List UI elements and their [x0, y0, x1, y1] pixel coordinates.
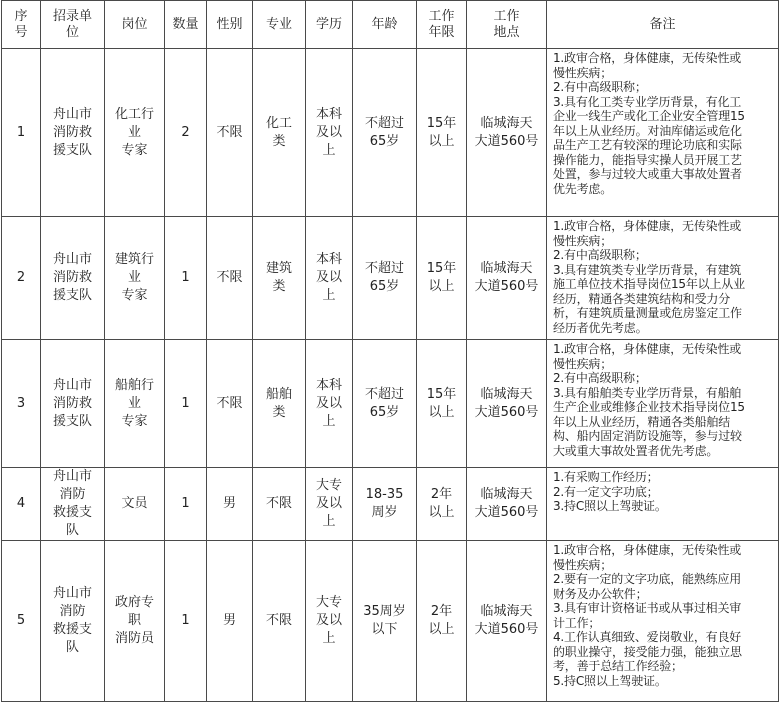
cell-text-line: 35周岁 [363, 604, 406, 619]
cell-text-line: 大道560号 [474, 279, 539, 294]
cell-text: 1 [181, 613, 190, 628]
table-row [2, 49, 779, 217]
header-no [2, 1, 41, 49]
note-line: 3.具有审计资格证书或从事过相关审 [553, 601, 742, 615]
cell-text-line: 及以 [315, 496, 342, 511]
note-line: 3.持C照以上驾驶证。 [553, 499, 667, 513]
cell-text: 1 [181, 395, 190, 411]
note-line: 计工作； [553, 615, 601, 630]
header-text: 年龄 [371, 16, 398, 32]
cell-text-line: 化工行 [114, 106, 154, 122]
note-line: 操作能力，能指导实操人员开展工艺 [553, 152, 742, 167]
note-line: 处置，参与过较大或重大事故处置者 [553, 167, 742, 181]
cell-text-line: 不超过 [364, 261, 404, 276]
cell-text-line: 消防救 [52, 395, 92, 411]
note-line: 年以上从业经历，精通各类船舶结 [553, 414, 731, 429]
note-line: 2.有中高级职称； [553, 248, 647, 262]
note-line: 1.有采购工作经历； [553, 470, 659, 484]
cell-text: 4 [16, 496, 26, 511]
cell-text: 2 [16, 270, 26, 285]
note-line: 2.有中高级职称； [553, 371, 647, 385]
cell-no [2, 541, 41, 702]
cell-edu [306, 217, 353, 340]
cell-post [105, 340, 165, 468]
header-text: 年限 [428, 24, 455, 40]
cell-text: 1 [181, 270, 190, 285]
note-line: 大或重大事故处置者优先考虑。 [553, 443, 719, 458]
cell-text-line: 救援支 [52, 622, 92, 637]
cell-years [417, 541, 467, 702]
cell-unit [41, 340, 105, 468]
cell-gender [207, 340, 253, 468]
note-line: 经历者优先考虑。 [553, 320, 648, 335]
cell-years [417, 340, 467, 468]
cell-post [105, 49, 165, 217]
cell-text-line: 不限 [265, 613, 292, 628]
header-text: 位 [65, 24, 79, 40]
cell-text-line: 舟山市 [52, 586, 92, 601]
note-line: 慢性疾病； [553, 557, 613, 572]
header-text: 招录单 [52, 8, 92, 24]
cell-notes [547, 468, 779, 541]
note-line: 1.政审合格，身体健康，无传染性或 [553, 543, 742, 557]
cell-age [353, 340, 417, 468]
cell-text-line: 18-35 [365, 487, 404, 502]
cell-text-line: 以上 [428, 505, 455, 520]
cell-edu [306, 468, 353, 541]
header-edu [306, 1, 353, 49]
cell-text-line: 不超过 [364, 386, 404, 402]
cell-text-line: 化工 [265, 115, 292, 131]
cell-text-line: 以上 [428, 404, 455, 420]
note-line: 优先考虑。 [553, 181, 613, 196]
cell-edu [306, 541, 353, 702]
cell-text-line: 消防员 [114, 631, 154, 646]
header-major [253, 1, 306, 49]
cell-notes [547, 217, 779, 340]
cell-text-line: 及以 [315, 395, 342, 411]
header-unit [41, 1, 105, 49]
cell-text-line: 船舶 [265, 386, 292, 402]
header-post [105, 1, 165, 49]
cell-major [253, 49, 306, 217]
cell-text-line: 2年 [430, 604, 453, 619]
cell-text-line: 65岁 [369, 404, 400, 420]
cell-gender [207, 541, 253, 702]
recruitment-table [1, 0, 779, 702]
header-notes [547, 1, 779, 49]
cell-location [467, 217, 547, 340]
cell-location [467, 340, 547, 468]
cell-major [253, 541, 306, 702]
cell-no [2, 468, 41, 541]
cell-text-line: 上 [322, 288, 336, 303]
cell-age [353, 49, 417, 217]
header-text: 工作 [493, 8, 520, 24]
cell-text-line: 舟山市 [52, 252, 92, 267]
cell-notes [547, 541, 779, 702]
note-line: 1.政审合格，身体健康，无传染性或 [553, 219, 742, 233]
cell-text: 男 [222, 613, 236, 628]
table-row [2, 217, 779, 340]
cell-text-line: 15年 [426, 115, 457, 131]
header-gender [207, 1, 253, 49]
cell-no [2, 217, 41, 340]
note-line: 慢性疾病； [553, 356, 613, 371]
cell-text: 3 [16, 395, 26, 411]
cell-text-line: 业 [127, 270, 141, 285]
header-text: 学历 [315, 16, 342, 32]
note-line: 企业一线生产或化工企业安全管理15 [553, 109, 745, 123]
cell-text-line: 大专 [315, 595, 342, 610]
cell-text-line: 上 [322, 631, 336, 646]
table-row [2, 468, 779, 541]
cell-text-line: 建筑行 [114, 252, 154, 267]
cell-text-line: 本科 [315, 106, 342, 122]
cell-text: 2 [181, 124, 190, 140]
header-text: 工作 [428, 8, 455, 24]
cell-text-line: 队 [65, 640, 79, 655]
header-text: 号 [14, 24, 28, 40]
cell-no [2, 49, 41, 217]
cell-gender [207, 217, 253, 340]
cell-location [467, 541, 547, 702]
cell-qty [165, 49, 207, 217]
cell-notes [547, 49, 779, 217]
cell-text-line: 周岁 [371, 505, 398, 520]
note-line: 3.具有船舶类专业学历背景，有船舶 [553, 385, 742, 400]
cell-text-line: 业 [127, 395, 141, 411]
cell-text-line: 大道560号 [474, 622, 539, 637]
cell-text-line: 专家 [121, 288, 148, 303]
cell-text-line: 类 [272, 279, 286, 294]
header-row [2, 1, 779, 49]
cell-text-line: 及以 [315, 613, 342, 628]
header-qty [165, 1, 207, 49]
cell-text-line: 舟山市 [52, 377, 92, 393]
note-line: 慢性疾病； [553, 65, 613, 80]
table-body [2, 49, 779, 702]
cell-text-line: 2年 [430, 487, 453, 502]
header-location [467, 1, 547, 49]
cell-years [417, 217, 467, 340]
note-line: 慢性疾病； [553, 233, 613, 248]
cell-notes [547, 340, 779, 468]
cell-qty [165, 468, 207, 541]
cell-text-line: 援支队 [52, 142, 92, 158]
cell-text-line: 大道560号 [474, 404, 539, 420]
header-age [353, 1, 417, 49]
cell-text-line: 本科 [315, 252, 342, 267]
header-text: 地点 [493, 24, 520, 40]
cell-text-line: 大专 [315, 478, 342, 493]
cell-text-line: 消防 [59, 487, 86, 502]
cell-text-line: 政府专 [114, 595, 154, 610]
cell-text-line: 本科 [315, 377, 342, 393]
cell-text-line: 上 [322, 413, 336, 429]
note-line: 3.具有建筑类专业学历背景，有建筑 [553, 262, 742, 277]
cell-text-line: 建筑 [265, 261, 292, 276]
header-text: 数量 [172, 16, 199, 32]
note-line: 构、船内固定消防设施等，参与过较 [553, 429, 742, 443]
cell-post [105, 541, 165, 702]
cell-text-line: 以上 [428, 622, 455, 637]
cell-text-line: 专家 [121, 142, 148, 158]
note-line: 2.有中高级职称； [553, 80, 647, 94]
cell-text-line: 不超过 [364, 115, 404, 131]
cell-text: 1 [16, 124, 26, 140]
header-text: 备注 [649, 16, 676, 32]
cell-text-line: 15年 [426, 386, 457, 402]
cell-text-line: 专家 [121, 413, 148, 429]
cell-qty [165, 340, 207, 468]
cell-text-line: 临城海天 [480, 487, 533, 502]
cell-text: 1 [181, 496, 190, 511]
note-line: 生产企业或维修企业技术指导岗位15 [553, 400, 745, 414]
cell-text-line: 消防 [59, 604, 86, 619]
cell-edu [306, 49, 353, 217]
cell-text-line: 15年 [426, 261, 457, 276]
cell-no [2, 340, 41, 468]
note-line: 2.有一定文字功底； [553, 484, 659, 499]
cell-unit [41, 541, 105, 702]
cell-years [417, 468, 467, 541]
cell-location [467, 468, 547, 541]
cell-post [105, 468, 165, 541]
cell-gender [207, 49, 253, 217]
cell-text-line: 65岁 [369, 279, 400, 294]
cell-unit [41, 217, 105, 340]
cell-text-line: 65岁 [369, 133, 400, 149]
header-text: 性别 [216, 16, 243, 32]
cell-text: 不限 [216, 124, 243, 140]
cell-qty [165, 217, 207, 340]
cell-gender [207, 468, 253, 541]
note-line: 的职业操守，接受能力强，能独立思 [553, 644, 742, 659]
cell-text-line: 职 [127, 613, 141, 628]
note-line: 经历，精通各类建筑结构和受力分 [553, 291, 731, 306]
note-line: 2.要有一定的文字功底，能熟练应用 [553, 572, 742, 586]
cell-major [253, 217, 306, 340]
cell-years [417, 49, 467, 217]
cell-text-line: 不限 [265, 496, 292, 511]
cell-text-line: 消防救 [52, 270, 92, 285]
cell-text-line: 以上 [428, 279, 455, 294]
note-line: 5.持C照以上驾驶证。 [553, 673, 667, 688]
cell-qty [165, 541, 207, 702]
cell-text: 不限 [216, 395, 243, 411]
cell-text-line: 队 [65, 523, 79, 538]
cell-text: 男 [222, 496, 236, 511]
cell-post [105, 217, 165, 340]
cell-text-line: 临城海天 [480, 604, 533, 619]
header-text: 序 [14, 8, 28, 24]
cell-text-line: 舟山市 [52, 106, 92, 122]
cell-text-line: 及以 [315, 124, 342, 140]
cell-text: 不限 [216, 270, 243, 285]
cell-major [253, 340, 306, 468]
note-line: 析，有建筑质量测量或危房鉴定工作 [553, 306, 742, 320]
note-line: 4.工作认真细致、爱岗敬业，有良好 [553, 630, 742, 644]
header-text: 专业 [265, 16, 292, 32]
cell-text-line: 援支队 [52, 413, 92, 429]
cell-text-line: 消防救 [52, 124, 92, 140]
cell-text-line: 类 [272, 133, 286, 149]
cell-text-line: 文员 [121, 496, 148, 511]
note-line: 品生产工艺有较深的理论功底和实际 [553, 138, 742, 152]
cell-unit [41, 468, 105, 541]
note-line: 3.具有化工类专业学历背景，有化工 [553, 94, 742, 109]
cell-text-line: 以上 [428, 133, 455, 149]
cell-text-line: 上 [322, 142, 336, 158]
cell-age [353, 217, 417, 340]
cell-major [253, 468, 306, 541]
note-line: 年以上从业经历。对油库储运或危化 [553, 123, 742, 138]
cell-text-line: 大道560号 [474, 133, 539, 149]
note-line: 财务及办公软件； [553, 586, 648, 601]
note-line: 1.政审合格，身体健康，无传染性或 [553, 342, 742, 356]
cell-age [353, 468, 417, 541]
table-row [2, 541, 779, 702]
cell-text-line: 临城海天 [480, 386, 533, 402]
cell-text-line: 临城海天 [480, 115, 533, 131]
cell-text-line: 以下 [371, 622, 398, 637]
note-line: 施工单位技术指导岗位15年以上从业 [553, 277, 745, 291]
header-text: 岗位 [121, 16, 148, 32]
cell-text-line: 上 [322, 514, 336, 529]
cell-text-line: 援支队 [52, 288, 92, 303]
cell-text-line: 船舶行 [114, 377, 154, 393]
cell-text-line: 救援支 [52, 505, 92, 520]
cell-text-line: 舟山市 [52, 469, 92, 484]
header-years [417, 1, 467, 49]
cell-text: 5 [16, 613, 26, 628]
note-line: 考，善于总结工作经验； [553, 659, 683, 673]
cell-text-line: 及以 [315, 270, 342, 285]
cell-text-line: 临城海天 [480, 261, 533, 276]
cell-unit [41, 49, 105, 217]
cell-age [353, 541, 417, 702]
cell-text-line: 大道560号 [474, 505, 539, 520]
cell-text-line: 类 [272, 404, 286, 420]
cell-location [467, 49, 547, 217]
cell-edu [306, 340, 353, 468]
table-row [2, 340, 779, 468]
note-line: 1.政审合格，身体健康，无传染性或 [553, 51, 742, 65]
cell-text-line: 业 [127, 124, 141, 140]
